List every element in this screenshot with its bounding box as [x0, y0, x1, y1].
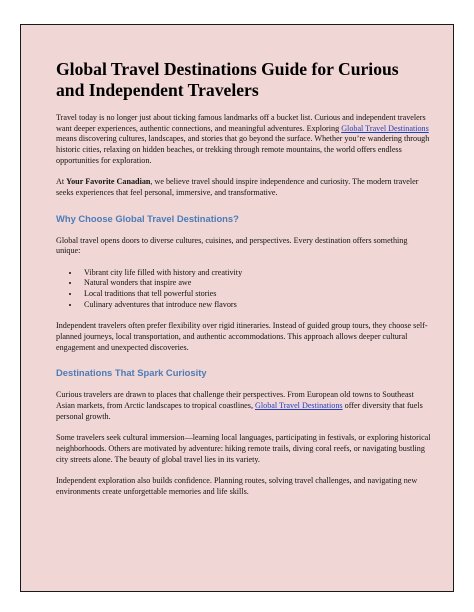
brand-suffix: , we believe travel should inspire independence and curiosity. The modern traveler seeks experiences that feel personal, immersive, and transformative.	[56, 177, 419, 197]
intro-text-start: Travel today is no longer just about ticking famous landmarks off a bucket list. Curious and independent travelers want deeper experiences, authentic connections, and meaningful adventures. Exploring	[56, 113, 426, 133]
brand-paragraph	[56, 177, 431, 198]
list-item: • Local traditions that tell powerful stories	[80, 289, 431, 300]
section1-paragraph: Independent travelers often prefer flexibility over rigid itineraries. Instead of guided group tours, they choose self-planned journeys, local transportation, and authentic accommodations. This approach allows deeper cultural engagement and unexpected discoveries.	[56, 321, 428, 352]
brand-prefix: At	[56, 177, 67, 187]
section2-paragraph-2: Some travelers seek cultural immersion—learning local languages, participating in festivals, or exploring historical neighborhoods. Others are motivated by adventure: hiking remote trails, diving coral reefs, or navigating bustling city streets alone. The beauty of global travel lies in its variety.	[56, 433, 431, 464]
intro-text-end: means discovering cultures, landscapes, and stories that go beyond the surface. Whether you’re wandering through historic cities, relaxing on hidden beaches, or trekking through remote mountains, the world offers endless opportunities for exploration.	[56, 134, 430, 165]
section-heading-destinations: Destinations That Spark Curiosity	[56, 367, 207, 379]
list-item: • Vibrant city life filled with history and creativity	[80, 268, 431, 279]
global-travel-destinations-link[interactable]: Global Travel Destinations	[341, 123, 429, 133]
page-title: Global Travel Destinations Guide for Curious and Independent Travelers	[56, 59, 399, 100]
list-item: • Natural wonders that inspire awe	[80, 278, 431, 289]
section2-paragraph-1	[56, 390, 431, 422]
global-travel-destinations-link-2[interactable]: Global Travel Destinations	[255, 401, 343, 411]
section1-intro: Global travel opens doors to diverse cultures, cuisines, and perspectives. Every destination offers something unique:	[56, 235, 408, 256]
brand-name: Your Favorite Canadian	[66, 177, 151, 187]
intro-paragraph	[56, 113, 431, 167]
section-heading-why-choose: Why Choose Global Travel Destinations?	[56, 212, 239, 224]
document-page	[20, 24, 454, 592]
section2-paragraph-3: Independent exploration also builds confidence. Planning routes, solving travel challenges, and navigating new environments create unforgettable memories and life skills.	[56, 475, 418, 496]
benefits-list	[56, 268, 431, 311]
list-item: • Culinary adventures that introduce new flavors	[80, 300, 431, 311]
section2-text-end: offer diversity that fuels personal growth.	[56, 401, 423, 421]
section2-text-start: Curious travelers are drawn to places that challenge their perspectives. From European old towns to Southeast Asian markets, from Arctic landscapes to tropical coastlines,	[56, 390, 414, 411]
